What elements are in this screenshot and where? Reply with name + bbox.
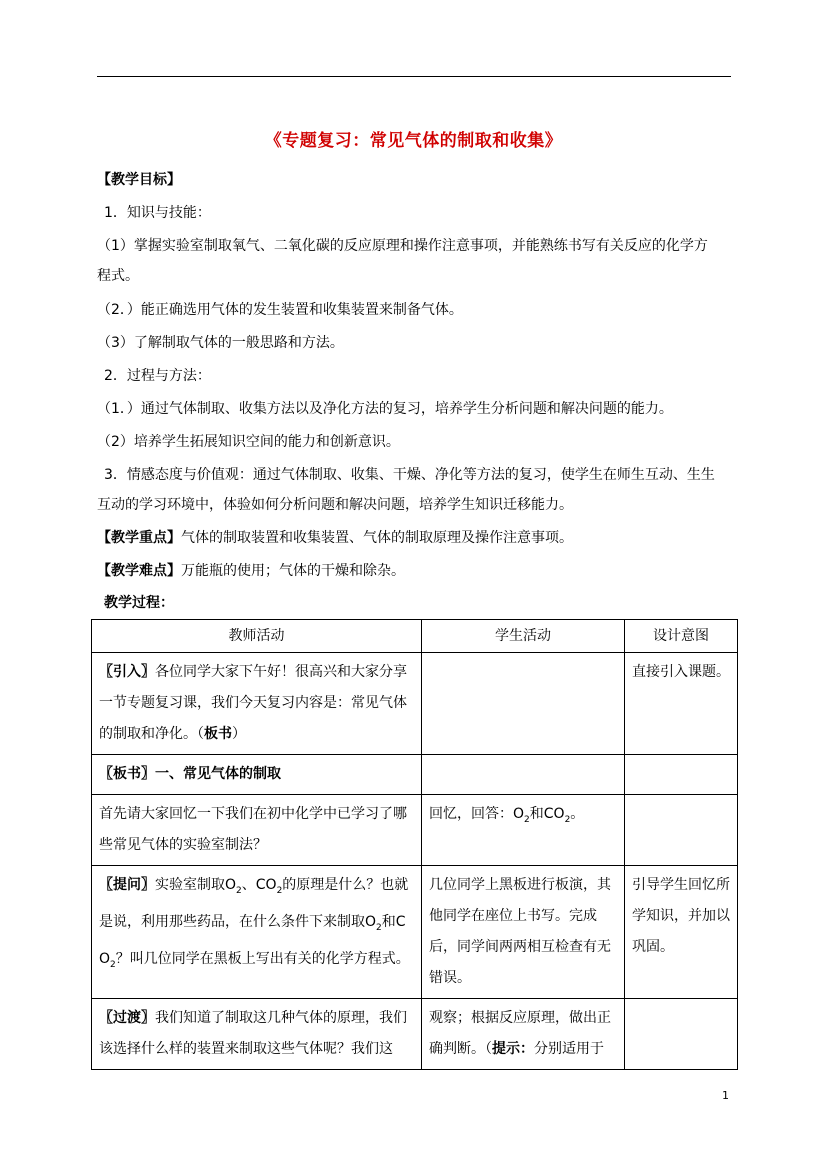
teacher-cell: 首先请大家回忆一下我们在初中化学中已学习了哪些常见气体的实验室制法？ [92,795,422,866]
difficulties-text: 万能瓶的使用；气体的干燥和除杂。 [181,563,405,579]
subscript: 2 [110,959,116,970]
difficulties-label: 【教学难点】 [97,563,181,579]
student-text: 和CO [529,806,565,822]
teacher-text: 的原理是什么？也就是说，利用那些药品，在什么条件下来制取O [99,877,409,930]
question-tag: 〖提问〗 [99,877,155,893]
subscript: 2 [376,922,382,933]
intent-cell: 引导学生回忆所学知识，并加以巩固。 [625,866,738,999]
subscript: 2 [564,814,571,825]
obj2-heading: 2．过程与方法： [104,368,211,384]
header-student: 学生活动 [422,620,625,653]
student-cell [422,653,625,755]
intro-tag: 〖引入〗 [99,664,155,680]
teacher-cell [92,653,422,755]
hint-label: 提示： [492,1041,534,1057]
intent-cell [625,999,738,1070]
board-note: 板书 [204,726,232,742]
student-text: 分别适用于 [534,1041,604,1057]
obj1-item: （2．）能正确选用气体的发生装置和收集装置来制备气体。 [97,302,463,318]
header-rule [97,76,731,77]
difficulties [97,561,737,581]
student-text: 观察；根据反应原理，做出正确判断。（ [429,1010,611,1057]
table-row [92,866,738,999]
subscript: 2 [276,885,283,896]
obj3-line: 互动的学习环境中，体验如何分析问题和解决问题，培养学生知识迁移能力。 [97,497,573,513]
teacher-cell: 〖板书〗一、常见气体的制取 [92,755,422,795]
teacher-text: ？叫几位同学在黑板上写出有关的化学方程式。 [115,950,410,967]
student-cell: 几位同学上黑板进行板演，其他同学在座位上书写。完成后，同学间两两相互检查有无错误。 [422,866,625,999]
teacher-text: 、CO [241,877,277,893]
obj3-line: 3．情感态度与价值观：通过气体制取、收集、干燥、净化等方法的复习，使学生在师生互动、生生 [104,467,715,483]
subscript: 2 [236,885,242,896]
teacher-cell [92,866,422,999]
teacher-text: 我们知道了制取这几种气体的原理，我们该选择什么样的装置来制取这些气体呢？我们这 [99,1010,407,1057]
table-row [92,999,738,1070]
intent-cell [625,755,738,795]
table-header-row [92,620,738,653]
teaching-process-table [91,619,738,1070]
subscript: 2 [524,814,530,825]
intent-cell: 直接引入课题。 [625,653,738,755]
obj2-item: （2）培养学生拓展知识空间的能力和创新意识。 [97,434,400,450]
key-points-label: 【教学重点】 [97,530,181,546]
table-row [92,653,738,755]
obj1-item: （3）了解制取气体的一般思路和方法。 [97,335,344,351]
process-heading: 教学过程： [104,595,174,611]
student-cell [422,755,625,795]
document-title: 《专题复习：常见气体的制取和收集》 [264,131,563,151]
obj1-item: （1）掌握实验室制取氧气、二氧化碳的反应原理和操作注意事项，并能熟练书写有关反应的化学方 [97,238,708,254]
transition-tag: 〖过渡〗 [99,1010,155,1026]
table-row [92,795,738,866]
student-text: 。 [570,806,585,822]
key-points [97,528,737,548]
obj1-heading: 1．知识与技能： [104,205,211,221]
table-row [92,755,738,795]
teacher-text-end: ） [232,726,246,742]
student-cell [422,795,625,866]
header-intent: 设计意图 [625,620,738,653]
teacher-text: 实验室制取O [155,877,237,893]
page-number: 1 [722,1089,729,1102]
intent-cell [625,795,738,866]
teacher-text: 和CO [99,913,406,967]
header-teacher: 教师活动 [92,620,422,653]
obj1-item: 程式。 [97,268,139,284]
student-text: 回忆，回答：O [429,806,525,822]
teacher-text: 各位同学大家下午好！很高兴和大家分享一节专题复习课，我们今天复习内容是：常见气体的制取和净化。（ [99,664,407,742]
teacher-cell [92,999,422,1070]
key-points-text: 气体的制取装置和收集装置、气体的制取原理及操作注意事项。 [181,530,573,546]
obj2-item: （1．）通过气体制取、收集方法以及净化方法的复习，培养学生分析问题和解决问题的能力。 [97,401,673,417]
student-cell [422,999,625,1070]
objectives-heading: 【教学目标】 [97,172,181,188]
